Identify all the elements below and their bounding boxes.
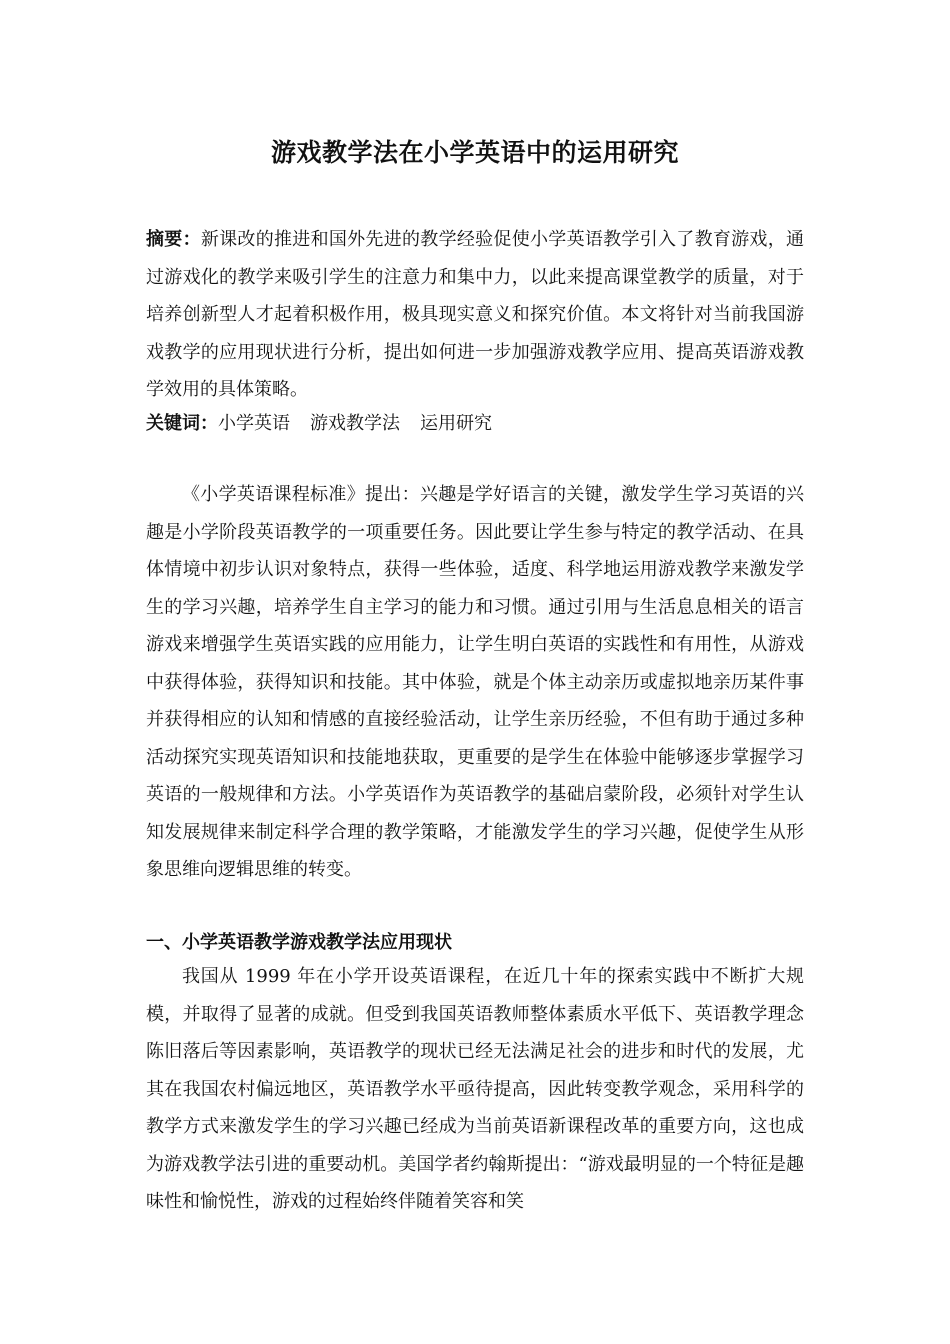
keyword-item: 游戏教学法 xyxy=(310,413,400,434)
section-heading: 一、小学英语教学游戏教学法应用现状 xyxy=(146,932,452,953)
keywords-label: 关键词： xyxy=(146,413,218,434)
section-paragraph: 我国从 1999 年在小学开设英语课程，在近几十年的探索实践中不断扩大规模，并取得了显著的成就。但受到我国英语教师整体素质水平低下、英语教学理念陈旧落后等因素影响，英语教学的现状已经无法满足社会的进步和时代的发展，尤其在我国农村偏远地区，英语教学水平亟待提高，因此转变教学观念，采用科学的教学方式来激发学生的学习兴趣已经成为当前英语新课程改革的重要方向，这也成为游戏教学法引进的重要动机。美国学者约翰斯提出：“游戏最明显的一个特征是趣味性和愉悦性，游戏的过程始终伴随着笑容和笑 xyxy=(146,966,804,1212)
document-title: 游戏教学法在小学英语中的运用研究 xyxy=(270,138,679,167)
abstract-paragraph xyxy=(146,221,804,409)
keyword-item: 小学英语 xyxy=(218,413,290,434)
keywords-line xyxy=(146,405,804,443)
keyword-item: 运用研究 xyxy=(420,413,492,434)
abstract-label: 摘要： xyxy=(146,229,201,250)
intro-paragraph: 《小学英语课程标准》提出：兴趣是学好语言的关键，激发学生学习英语的兴趣是小学阶段英语教学的一项重要任务。因此要让学生参与特定的教学活动、在具体情境中初步认识对象特点，获得一些体验，适度、科学地运用游戏教学来激发学生的学习兴趣，培养学生自主学习的能力和习惯。通过引用与生活息息相关的语言游戏来增强学生英语实践的应用能力，让学生明白英语的实践性和有用性，从游戏中获得体验，获得知识和技能。其中体验，就是个体主动亲历或虚拟地亲历某件事并获得相应的认知和情感的直接经验活动，让学生亲历经验，不但有助于通过多种活动探究实现英语知识和技能地获取，更重要的是学生在体验中能够逐步掌握学习英语的一般规律和方法。小学英语作为英语教学的基础启蒙阶段，必须针对学生认知发展规律来制定科学合理的教学策略，才能激发学生的学习兴趣，促使学生从形象思维向逻辑思维的转变。 xyxy=(146,484,804,880)
abstract-text: 新课改的推进和国外先进的教学经验促使小学英语教学引入了教育游戏，通过游戏化的教学来吸引学生的注意力和集中力，以此来提高课堂教学的质量，对于培养创新型人才起着积极作用，极具现实意义和探究价值。本文将针对当前我国游戏教学的应用现状进行分析，提出如何进一步加强游戏教学应用、提高英语游戏教学效用的具体策略。 xyxy=(146,229,804,400)
